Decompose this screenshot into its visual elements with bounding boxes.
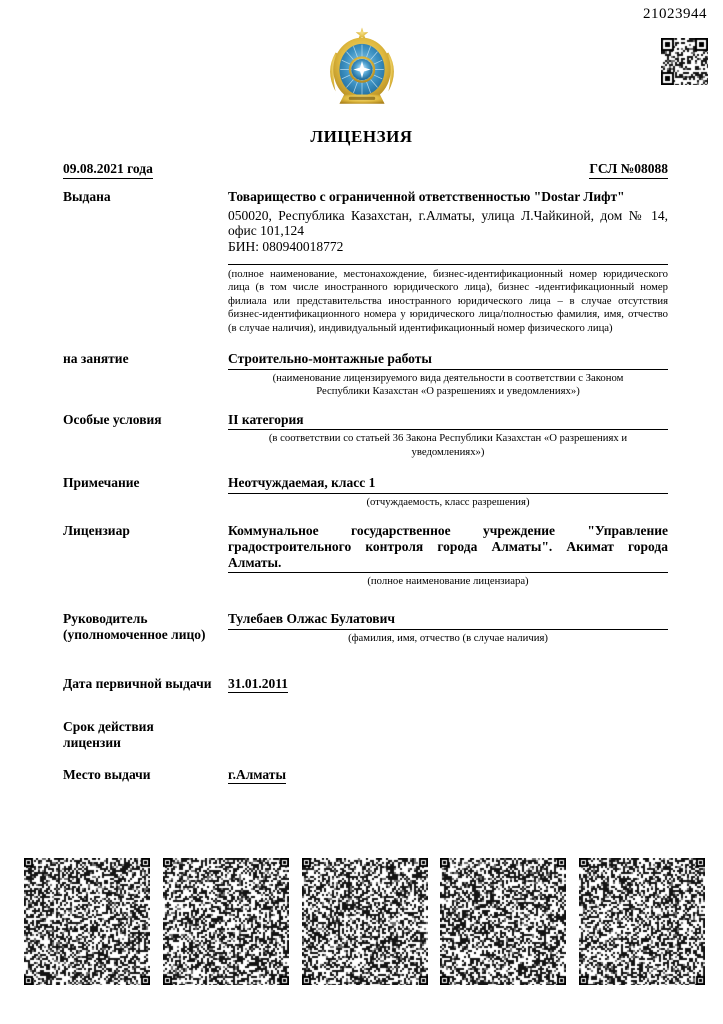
activity-value: Строительно-монтажные работы bbox=[228, 351, 668, 370]
field-activity-label: на занятие bbox=[63, 351, 129, 367]
field-licensor-note: (полное наименование лицензиара) bbox=[367, 575, 529, 588]
field-issued-label: Выдана bbox=[63, 189, 111, 204]
field-head-note: (фамилия, имя, отчество (в случае наличия) bbox=[348, 631, 548, 644]
barcode-strip bbox=[24, 858, 705, 985]
field-special-note: (в соответствии со статьей 36 Закона Республики Казахстан «О разрешениях и уведомлениях») bbox=[268, 432, 628, 458]
field-special-label: Особые условия bbox=[63, 411, 162, 427]
document-serial-number: 21023944 bbox=[643, 6, 707, 22]
kazakhstan-emblem-icon bbox=[323, 26, 401, 110]
remark-value: Неотчуждаемая, класс 1 bbox=[228, 475, 668, 494]
field-issued-note: (полное наименование, местонахождение, бизнес-идентификационный номер юридического лица (в том числе иностранного юридического лица), бизнес -идентификационный номер филиала или представительства иностранного юридического лица – в случае отсутствия бизнес-идентификационного номера у юридического лица/полностью фамилия, имя, отчество (в случае наличия), индивидуальный идентификационный номер физического лица) bbox=[228, 264, 668, 335]
field-validity-label-line1: Срок действия bbox=[63, 718, 154, 734]
field-licensor-label: Лицензиар bbox=[63, 523, 130, 539]
license-number: ГСЛ №08088 bbox=[589, 161, 668, 179]
qr-code bbox=[661, 38, 708, 85]
issue-date: 09.08.2021 года bbox=[63, 161, 153, 179]
field-first-issue bbox=[63, 676, 668, 692]
licensor-value: Коммунальное государственное учреждение "Управление градостроительного контроля города Алматы". Акимат города Алматы. bbox=[228, 523, 668, 573]
field-head bbox=[63, 611, 668, 645]
field-activity-note: (наименование лицензируемого вида деятельности в соответствии с Законом Республики Казахстан «О разрешениях и уведомлениях») bbox=[272, 371, 624, 398]
field-licensor bbox=[63, 523, 668, 588]
head-value: Тулебаев Олжас Булатович bbox=[228, 611, 668, 630]
field-head-label bbox=[63, 611, 228, 644]
field-head-label-line2: (уполномоченное лицо) bbox=[63, 627, 206, 643]
data-barcode-1 bbox=[24, 858, 150, 985]
field-validity-label-line2: лицензии bbox=[63, 734, 121, 750]
field-validity bbox=[63, 719, 668, 752]
field-place-label: Место выдачи bbox=[63, 767, 151, 783]
data-barcode-5 bbox=[579, 858, 705, 985]
field-first-issue-label: Дата первичной выдачи bbox=[63, 676, 212, 692]
meta-row bbox=[63, 161, 668, 179]
licensee-address: 050020, Республика Казахстан, г.Алматы, улица Л.Чайкиной, дом № 14, офис 101,124 bbox=[228, 207, 668, 239]
field-remark bbox=[63, 475, 668, 509]
field-issued bbox=[63, 189, 668, 335]
field-activity bbox=[63, 351, 668, 399]
data-barcode-2 bbox=[163, 858, 289, 985]
special-conditions-value: II категория bbox=[228, 412, 668, 431]
page-title: ЛИЦЕНЗИЯ bbox=[310, 127, 413, 146]
data-barcode-4 bbox=[440, 858, 566, 985]
issue-place: г.Алматы bbox=[228, 767, 286, 783]
field-place bbox=[63, 767, 668, 783]
field-remark-label: Примечание bbox=[63, 475, 140, 491]
field-remark-note: (отчуждаемость, класс разрешения) bbox=[366, 495, 530, 508]
field-validity-label bbox=[63, 719, 228, 752]
field-special-conditions bbox=[63, 412, 668, 460]
fields-section bbox=[63, 189, 668, 784]
data-barcode-3 bbox=[302, 858, 428, 985]
field-head-label-line1: Руководитель bbox=[63, 610, 148, 626]
first-issue-date: 31.01.2011 bbox=[228, 676, 289, 692]
licensee-bin: БИН: 080940018772 bbox=[228, 238, 344, 254]
licensee-company-name: Товарищество с ограниченной ответственностью "Dostar Лифт" bbox=[228, 189, 625, 204]
